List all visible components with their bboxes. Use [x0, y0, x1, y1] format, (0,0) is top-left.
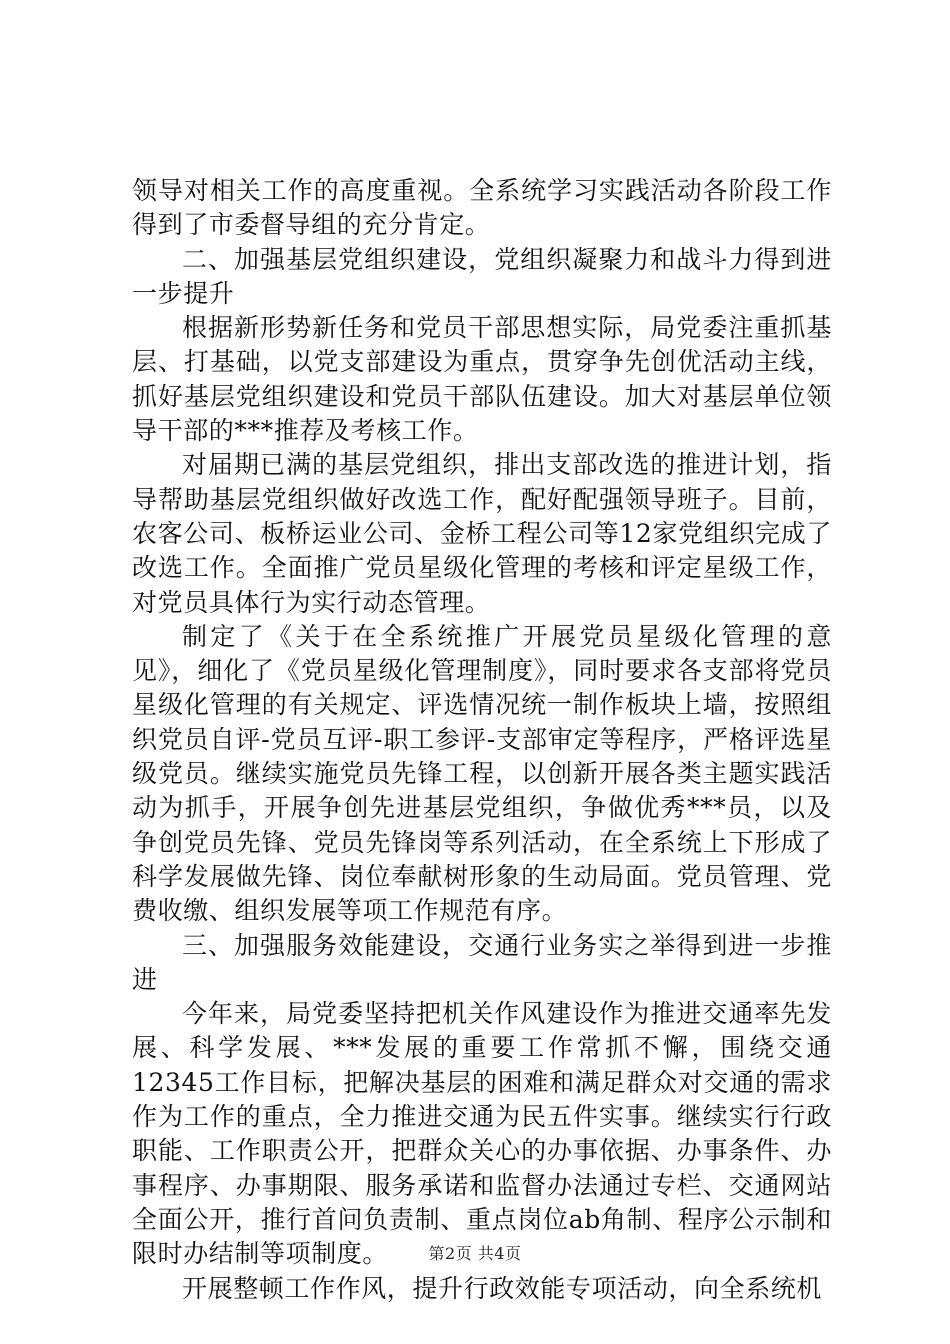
paragraph: 对届期已满的基层党组织，排出支部改选的推进计划，指导帮助基层党组织做好改选工作，配好配强领导班子。目前，农客公司、板桥运业公司、金桥工程公司等12家党组织完成了改选工作。全面推广党员星级化管理的考核和评定星级工作，对党员具体行为实行动态管理。 [132, 450, 832, 617]
paragraph: 今年来，局党委坚持把机关作风建设作为推进交通率先发展、科学发展、***发展的重要工作常抓不懈，围绕交通12345工作目标，把解决基层的困难和满足群众对交通的需求作为工作的重点，全力推进交通为民五件实事。继续实行行政职能、工作职责公开，把群众关心的办事依据、办事条件、办事程序、办事期限、服务承诺和监督办法通过专栏、交通网站全面公开，推行首问负责制、重点岗位ab角制、程序公示制和限时办结制等项制度。 [132, 999, 832, 1269]
paragraph: 制定了《关于在全系统推广开展党员星级化管理的意见》，细化了《党员星级化管理制度》，同时要求各支部将党员星级化管理的有关规定、评选情况统一制作板块上墙，按照组织党员自评-党员互评-职工参评-支部审定等程序，严格评选星级党员。继续实施党员先锋工程，以创新开展各类主题实践活动为抓手，开展争创先进基层党组织，争做优秀***员，以及争创党员先锋、党员先锋岗等系列活动，在全系统上下形成了科学发展做先锋、岗位奉献树形象的生动局面。党员管理、党费收缴、组织发展等项工作规范有序。 [132, 621, 832, 926]
document-body [132, 174, 832, 1306]
paragraph-continuation: 领导对相关工作的高度重视。全系统学习实践活动各阶段工作得到了市委督导组的充分肯定。 [132, 176, 832, 240]
section-heading-2: 二、加强基层党组织建设，党组织凝聚力和战斗力得到进一步提升 [132, 244, 832, 308]
page-footer: 第2页 共4页 [428, 1244, 522, 1263]
paragraph: 开展整顿工作作风，提升行政效能专项活动，向全系统机 [182, 1273, 823, 1303]
section-heading-3: 三、加强服务效能建设，交通行业务实之举得到进一步推进 [132, 930, 832, 994]
paragraph: 根据新形势新任务和党员干部思想实际，局党委注重抓基层、打基础，以党支部建设为重点，贯穿争先创优活动主线，抓好基层党组织建设和党员干部队伍建设。加大对基层单位领导干部的***推荐及考核工作。 [132, 313, 832, 446]
